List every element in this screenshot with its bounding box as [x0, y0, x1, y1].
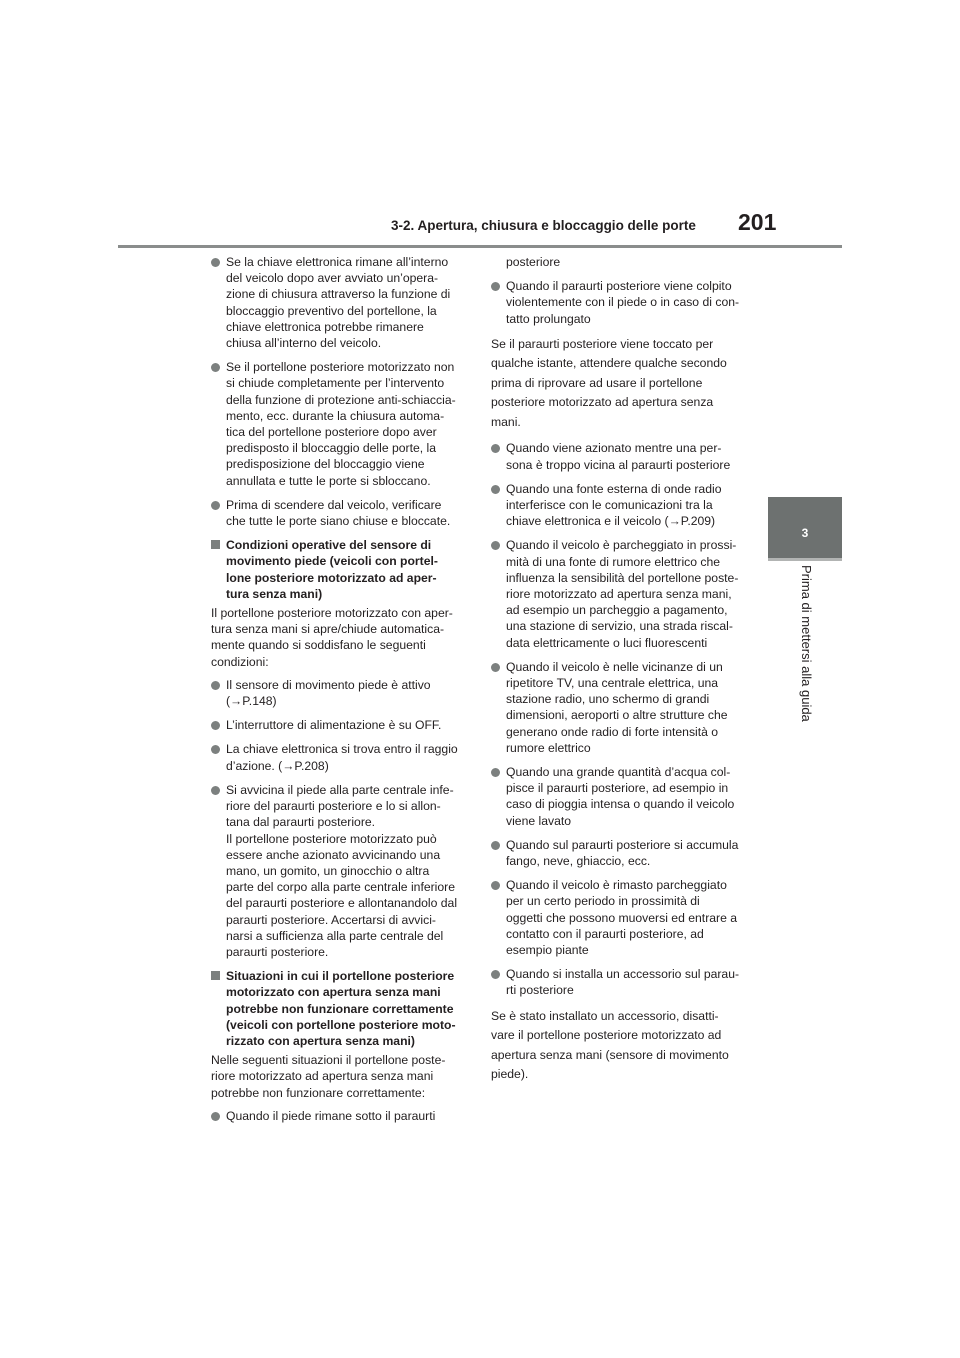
paragraph: Se il paraurti posteriore viene toccato per qualche istante, attendere qualche secondo prima di riprovare ad usare il portellone posteriore motorizzato ad apertura senza mani. — [491, 336, 727, 429]
paragraph: Il portellone posteriore motorizzato con aper- tura senza mani si apre/chiude automatica- mente quando si soddisfano le seguenti condizioni: — [211, 606, 453, 669]
chapter-title: Prima di mettersi alla guida — [799, 565, 814, 722]
chapter-tab — [768, 497, 842, 558]
chapter-number: 3 — [801, 526, 809, 540]
bullet-icon — [491, 282, 500, 291]
bullet-icon — [491, 663, 500, 672]
list-item: Si avvicina il piede alla parte centrale infe- riore del paraurti posteriore e lo si allon- tana dal paraurti posteriore. Il portellone posteriore motorizzato può essere anche azionato avvicinando una mano, un gomito, un ginocchio o altra parte del corpo alla parte centrale inferiore del paraurti posteriore e allontanandolo dal paraurti posteriore. Accertarsi di avvici- narsi a sufficienza alla parte centrale del paraurti posteriore. — [211, 782, 469, 960]
bullet-icon — [211, 1112, 220, 1121]
bullet-icon — [491, 970, 500, 979]
section-heading: Condizioni operative del sensore di movimento piede (veicoli con portel- lone posteriore motorizzato ad aper- tura senza mani) — [211, 537, 469, 602]
header-divider — [118, 245, 842, 248]
section-title: 3-2. Apertura, chiusura e bloccaggio delle porte — [391, 218, 696, 233]
paragraph: Nelle seguenti situazioni il portellone poste- riore motorizzato ad apertura senza mani potrebbe non funzionare correttamente: — [211, 1053, 446, 1100]
square-bullet-icon — [211, 971, 220, 980]
right-column — [491, 254, 753, 1093]
page-number: 201 — [738, 209, 777, 235]
square-bullet-icon — [211, 540, 220, 549]
chapter-tab-divider — [768, 558, 842, 561]
bullet-icon — [491, 881, 500, 890]
left-column — [211, 254, 469, 1132]
paragraph: Se è stato installato un accessorio, disatti- vare il portellone posteriore motorizzato ad apertura senza mani (sensore di movimento piede). — [491, 1008, 729, 1082]
bullet-icon — [211, 786, 220, 795]
list-item: Quando si installa un accessorio sul parau- rti posteriore — [491, 966, 753, 998]
list-item: Quando una grande quantità d’acqua col- pisce il paraurti posteriore, ad esempio in caso di pioggia intensa o quando il veicolo viene lavato — [491, 764, 753, 829]
list-item: Se il portellone posteriore motorizzato non si chiude completamente per l’intervento della funzione di protezione anti-schiaccia- mento, ecc. durante la chiusura automa- tica del portellone posteriore dopo aver predisposto il bloccaggio delle porte, la predisposizione del bloccaggio viene annullata e tutte le porte si sbloccano. — [211, 359, 469, 489]
bullet-icon — [211, 258, 220, 267]
list-item: Quando il paraurti posteriore viene colpito violentemente con il piede o in caso di con- tatto prolungato — [491, 278, 753, 327]
list-item: Quando sul paraurti posteriore si accumula fango, neve, ghiaccio, ecc. — [491, 837, 753, 869]
list-item: Se la chiave elettronica rimane all’interno del veicolo dopo aver avviato un’opera- zione di chiusura attraverso la funzione di bloccaggio preventivo del portellone, la chiave elettronica potrebbe rimanere chiusa all’interno del veicolo. — [211, 254, 469, 351]
list-item: Quando viene azionato mentre una per- sona è troppo vicina al paraurti posteriore — [491, 440, 753, 472]
bullet-icon — [491, 541, 500, 550]
bullet-icon — [491, 841, 500, 850]
list-item: La chiave elettronica si trova entro il raggio d’azione. (→P.208) — [211, 741, 469, 773]
list-item: Quando il veicolo è parcheggiato in prossi- mità di una fonte di rumore elettrico che influenza la sensibilità del portellone poste- riore motorizzato ad apertura senza mani, ad esempio un parcheggio a pagamento, una stazione di servizio, una strada riscal- data elettricamente o luci fluorescenti — [491, 537, 753, 650]
bullet-icon — [491, 485, 500, 494]
list-item: Quando il veicolo è rimasto parcheggiato per un certo periodo in prossimità di oggetti che possono muoversi ed entrare a contatto con il paraurti posteriore, ad esempio piante — [491, 877, 753, 958]
list-item: L’interruttore di alimentazione è su OFF. — [211, 717, 469, 733]
list-item: Prima di scendere dal veicolo, verificare che tutte le porte siano chiuse e bloccate. — [211, 497, 469, 529]
list-item-continuation: posteriore — [506, 255, 561, 269]
list-item: Il sensore di movimento piede è attivo (→P.148) — [211, 677, 469, 709]
bullet-icon — [211, 745, 220, 754]
list-item: Quando il piede rimane sotto il paraurti — [211, 1108, 469, 1124]
bullet-icon — [491, 444, 500, 453]
section-heading: Situazioni in cui il portellone posteriore motorizzato con apertura senza mani potrebbe non funzionare correttamente (veicoli con portellone posteriore moto- rizzato con apertura senza mani) — [211, 968, 469, 1049]
bullet-icon — [211, 501, 220, 510]
bullet-icon — [491, 768, 500, 777]
bullet-icon — [211, 721, 220, 730]
bullet-icon — [211, 363, 220, 372]
bullet-icon — [211, 681, 220, 690]
list-item: Quando una fonte esterna di onde radio interferisce con le comunicazioni tra la chiave elettronica e il veicolo (→P.209) — [491, 481, 753, 530]
list-item: Quando il veicolo è nelle vicinanze di un ripetitore TV, una centrale elettrica, una stazione radio, uno schermo di grandi dimensioni, aeroporti o altre strutture che generano onde radio di forte intensità o rumore elettrico — [491, 659, 753, 756]
